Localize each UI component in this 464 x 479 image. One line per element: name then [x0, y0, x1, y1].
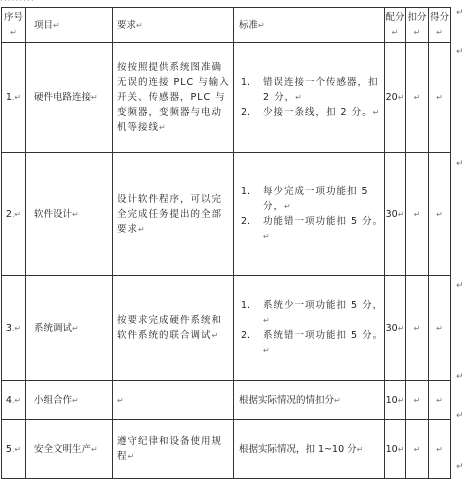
- row-item: 系统调试↵: [26, 276, 113, 381]
- row-end-mark: ↵: [456, 372, 464, 382]
- row-item: 硬件电路连接↵: [26, 43, 113, 153]
- row-end-mark: ↵: [456, 8, 464, 18]
- row-deduct-cell[interactable]: ↵: [406, 43, 429, 153]
- header-got: 得分↵: [429, 8, 451, 43]
- row-score: 10↵: [385, 381, 406, 420]
- row-standard: 根据实际情况，扣 1~10 分↵: [234, 420, 385, 479]
- row-standard: [234, 43, 385, 153]
- row-end-mark: ↵: [456, 411, 464, 421]
- row-deduct-cell[interactable]: ↵: [406, 420, 429, 479]
- row-got-cell[interactable]: ↵: [429, 153, 451, 276]
- header-score: 配分↵: [385, 8, 406, 43]
- row-deduct-cell[interactable]: ↵: [406, 276, 429, 381]
- row-score: 20↵: [385, 43, 406, 153]
- header-item: 项目↵: [26, 8, 113, 43]
- row-standard: 根据实际情况的情扣分↵: [234, 381, 385, 420]
- row-no: 3.↵: [2, 276, 26, 381]
- standard-item: 2. 功能错一项功能扣 5 分。↵: [241, 216, 384, 241]
- row-got-cell[interactable]: ↵: [429, 420, 451, 479]
- row-no: 1.↵: [2, 43, 26, 153]
- row-deduct-cell[interactable]: ↵: [406, 381, 429, 420]
- row-score: 30↵: [385, 153, 406, 276]
- row-end-mark: ↵: [456, 159, 464, 169]
- cropped-heading: ·········: [0, 0, 35, 6]
- header-standard: 标准↵: [234, 8, 385, 43]
- row-got-cell[interactable]: ↵: [429, 43, 451, 153]
- header-requirement: 要求↵: [113, 8, 234, 43]
- table-row: [2, 381, 451, 420]
- row-standard: [234, 276, 385, 381]
- row-item: 安全文明生产↵: [26, 420, 113, 479]
- standard-item: 1. 错误连接一个传感器，扣 2 分，↵: [241, 77, 379, 103]
- row-item: 软件设计↵: [26, 153, 113, 276]
- row-got-cell[interactable]: ↵: [429, 276, 451, 381]
- table-row: [2, 276, 451, 381]
- row-standard: [234, 153, 385, 276]
- row-score: 10↵: [385, 420, 406, 479]
- table-row: [2, 43, 451, 153]
- row-score: 30↵: [385, 276, 406, 381]
- header-deduct: 扣分↵: [406, 8, 429, 43]
- row-no: 5.↵: [2, 420, 26, 479]
- row-requirement: 按要求完成硬件系统和软件系统的联合调试↵: [113, 276, 234, 381]
- row-end-mark: ↵: [456, 462, 464, 472]
- row-requirement: 设计软件程序，可以完全完成任务提出的全部要求↵: [113, 153, 234, 276]
- table-header-row: [2, 8, 451, 43]
- standard-item: 1. 每少完成一项功能扣 5 分，↵: [241, 186, 369, 212]
- grading-table: [1, 7, 451, 479]
- row-requirement: ↵: [113, 381, 234, 420]
- table-row: [2, 420, 451, 479]
- table-row: [2, 153, 451, 276]
- standard-item: 2. 系统错一项功能扣 5 分。↵: [241, 330, 384, 355]
- row-end-mark: ↵: [456, 47, 464, 57]
- row-end-mark: ↵: [456, 281, 464, 291]
- row-item: 小组合作↵: [26, 381, 113, 420]
- standard-item: 2. 少接一条线，扣 2 分。↵: [241, 107, 381, 118]
- standard-item: 1. 系统少一项功能扣 5 分，↵: [241, 300, 384, 325]
- header-no: 序号↵: [2, 8, 26, 43]
- row-requirement: 遵守纪律和设备使用规程↵: [113, 420, 234, 479]
- row-requirement: 按按照提供系统图准确无误的连接 PLC 与输入开关、传感器，PLC 与变频器，变频器与电动机等接线↵: [113, 43, 234, 153]
- row-deduct-cell[interactable]: ↵: [406, 153, 429, 276]
- row-no: 2.↵: [2, 153, 26, 276]
- row-got-cell[interactable]: ↵: [429, 381, 451, 420]
- row-no: 4.↵: [2, 381, 26, 420]
